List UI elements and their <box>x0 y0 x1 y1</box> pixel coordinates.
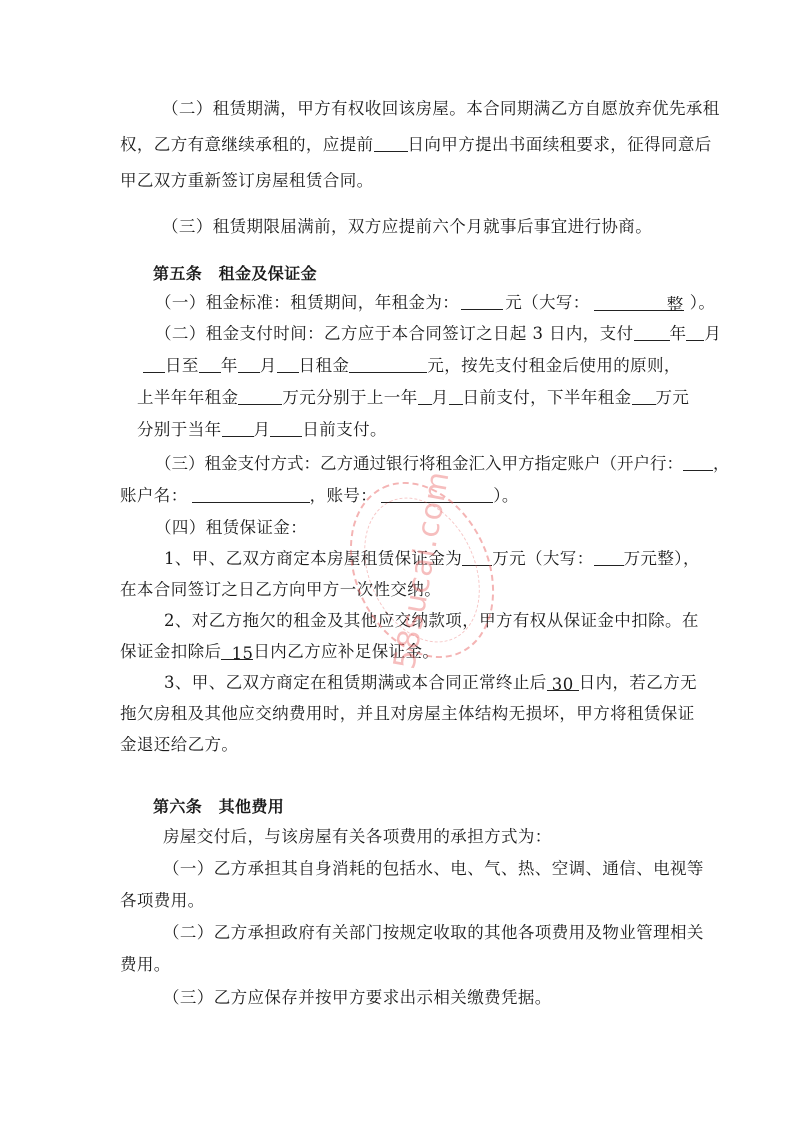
text: 日租金 <box>298 356 350 375</box>
text: 日前支付。 <box>302 420 387 439</box>
text: （一）租金标准：租赁期间，年租金为： <box>155 293 460 312</box>
rent-amount-blank[interactable] <box>349 356 427 373</box>
text: 月 <box>431 388 449 407</box>
text: 万元整）， <box>623 549 700 568</box>
fees-item-1-line-2: 各项费用。 <box>120 891 205 910</box>
text: 月 <box>259 356 277 375</box>
text: ： <box>666 454 683 473</box>
fees-item-2-line-2: 费用。 <box>120 955 171 974</box>
fees-item-3: （三）乙方应保存并按甲方要求出示相关缴费凭据。 <box>163 988 552 1007</box>
payment-time-line-3 <box>137 387 689 409</box>
text: ， <box>713 454 730 473</box>
deposit-clause-2-line-1: 2、对乙方拖欠的租金及其他应交纳款项，甲方有权从保证金中扣除。在 <box>164 611 699 630</box>
text: 分别于当年 <box>137 420 222 439</box>
renewal-notice-days-blank[interactable] <box>374 135 408 152</box>
year-blank[interactable] <box>199 356 221 373</box>
month-blank[interactable] <box>238 356 260 373</box>
text: 日内，若乙方无 <box>578 673 698 692</box>
text: 日内乙方应补足保证金。 <box>253 642 440 661</box>
deposit-words-blank[interactable] <box>594 549 624 566</box>
payment-method-line-2 <box>120 485 519 507</box>
text: 上半年年租金 <box>137 388 239 407</box>
month-blank[interactable] <box>222 420 254 437</box>
lease-expiry-line-3: 甲乙双方重新签订房屋租赁合同。 <box>120 171 374 190</box>
text: 权，乙方有意继续承租的，应提前 <box>120 135 374 154</box>
year-blank[interactable] <box>634 324 670 341</box>
text: 保证金扣除后 <box>120 642 222 661</box>
deposit-clause-3-line-1 <box>164 672 697 694</box>
deposit-clause-2-line-2 <box>120 641 439 663</box>
deposit-clause-1-line-1 <box>164 548 700 570</box>
text: 账户名： <box>120 486 188 505</box>
day-blank[interactable] <box>277 356 299 373</box>
lease-expiry-line-2 <box>120 134 712 156</box>
payment-time-line-2 <box>143 355 681 377</box>
second-half-rent-blank[interactable] <box>632 388 656 405</box>
text: 年 <box>220 356 238 375</box>
account-number-blank[interactable] <box>381 486 493 503</box>
payment-method-line-1 <box>155 453 730 475</box>
lease-expiry-line-1: （二）租赁期满，甲方有权收回该房屋。本合同期满乙方自愿放弃优先承租 <box>162 99 720 118</box>
account-name-blank[interactable] <box>192 486 310 503</box>
text: 日向甲方提出书面续租要求，征得同意后 <box>407 135 712 154</box>
text: ，账号： <box>309 486 378 505</box>
day-blank[interactable] <box>143 356 165 373</box>
deposit-title: （四）租赁保证金： <box>155 518 308 537</box>
fees-item-2-line-1: （二）乙方承担政府有关部门按规定收取的其他各项费用及物业管理相关 <box>163 923 704 942</box>
text: 月 <box>253 420 271 439</box>
lease-negotiation-clause: （三）租赁期限届满前，双方应提前六个月就事后事宜进行协商。 <box>162 217 653 236</box>
text: 万元 <box>655 388 690 407</box>
refund-days-value[interactable]: 30 <box>547 674 579 691</box>
refill-days-value[interactable]: 15 <box>221 643 253 660</box>
annual-rent-amount-blank[interactable] <box>461 293 503 310</box>
text: 日至 <box>165 356 199 375</box>
text: 1、甲、乙双方商定本房屋租赁保证金为 <box>164 549 463 568</box>
rent-standard-line <box>155 292 715 314</box>
deposit-clause-1-line-2: 在本合同签订之日乙方向甲方一次性交纳。 <box>120 580 442 599</box>
deposit-amount-blank[interactable] <box>462 549 492 566</box>
article-5-heading: 第五条 租金及保证金 <box>153 264 318 283</box>
month-blank[interactable] <box>686 324 704 341</box>
text: 万元（大写： <box>492 549 594 568</box>
day-blank[interactable] <box>270 420 302 437</box>
payment-time-line-4 <box>137 419 387 441</box>
text: ）。 <box>493 486 519 505</box>
bank-name-blank[interactable] <box>683 454 713 471</box>
month-blank[interactable] <box>418 388 432 405</box>
text: 元（大写： <box>505 293 590 312</box>
text: 日前支付，下半年租金 <box>462 388 632 407</box>
deposit-clause-3-line-3: 金退还给乙方。 <box>120 735 239 754</box>
watermark-text: 58sucai.com <box>387 468 457 672</box>
text: 元，按先支付租金后使用的原则， <box>427 356 681 375</box>
payment-time-line-1 <box>155 323 721 345</box>
first-half-rent-blank[interactable] <box>238 388 282 405</box>
text: 3、甲、乙双方商定在租赁期满或本合同正常终止后 <box>164 673 547 692</box>
day-blank[interactable] <box>449 388 463 405</box>
annual-rent-words-blank[interactable]: 整 <box>594 294 684 311</box>
text: 万元分别于上一年 <box>282 388 418 407</box>
text: 月 <box>704 324 722 343</box>
text: （二）租金支付时间：乙方应于本合同签订之日起 3 日内，支付 <box>155 324 634 343</box>
fees-intro: 房屋交付后，与该房屋有关各项费用的承担方式为： <box>163 827 552 846</box>
text: （三）租金支付方式：乙方通过银行将租金汇入甲方指定账户（开户行 <box>155 454 667 473</box>
deposit-clause-3-line-2: 拖欠房租及其他应交纳费用时，并且对房屋主体结构无损坏，甲方将租赁保证 <box>120 704 695 723</box>
text: ）。 <box>689 293 716 312</box>
fees-item-1-line-1: （一）乙方承担其自身消耗的包括水、电、气、热、空调、通信、电视等 <box>163 859 704 878</box>
article-6-heading: 第六条 其他费用 <box>153 797 285 816</box>
text: 年 <box>669 324 687 343</box>
